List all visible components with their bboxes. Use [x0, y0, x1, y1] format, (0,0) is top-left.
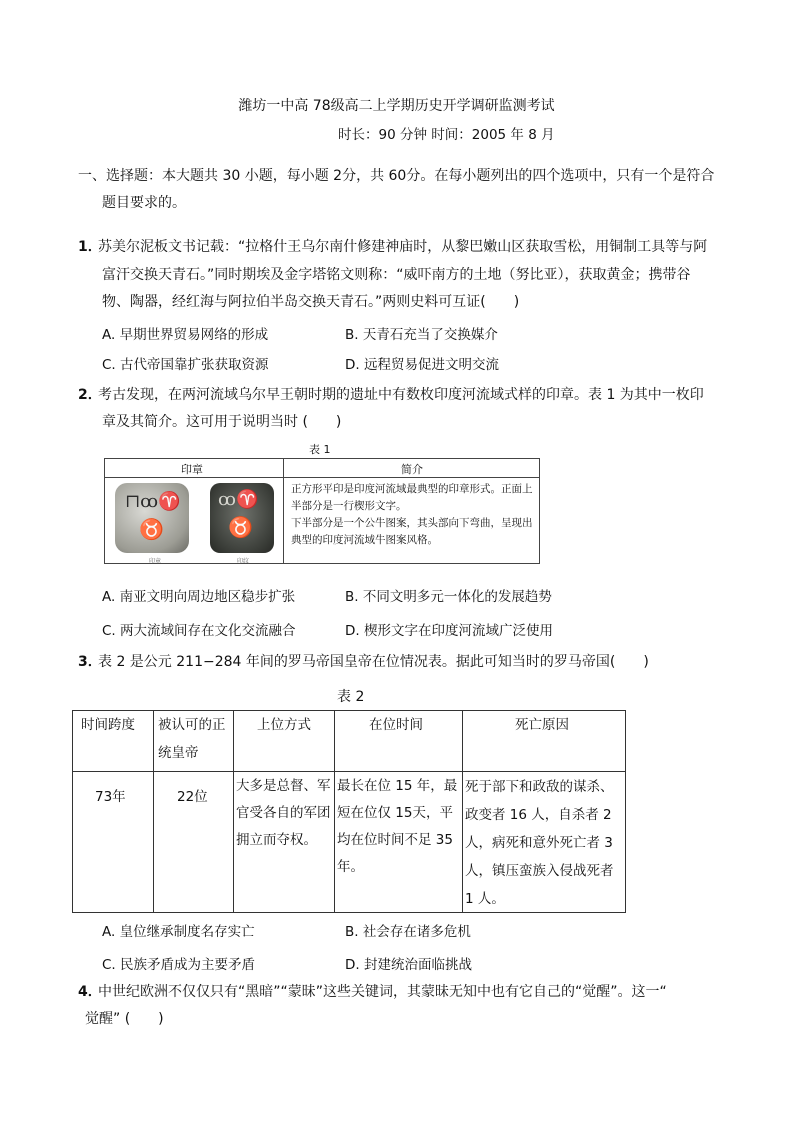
table2-header-accession: 上位方式 — [257, 717, 311, 733]
seal-impression-label: 印纹 — [237, 558, 250, 565]
q1-stem-line3: 物、陶器，经红海与阿拉伯半岛交换天青石。”两则史料可互证( ) — [102, 294, 520, 310]
table1-divider — [283, 459, 284, 563]
table2-col-divider — [334, 711, 335, 912]
q2-option-c[interactable]: C. 两大流域间存在文化交流融合 — [102, 623, 296, 639]
q2-stem-line1: 考古发现，在两河流域乌尔早王朝时期的遗址中有数枚印度河流域式样的印章。表 1 为其中一枚印 — [98, 387, 704, 403]
seal-image-label: 印章 — [149, 558, 162, 565]
table2-header-reign: 在位时间 — [369, 717, 423, 733]
q1-option-b[interactable]: B. 天青石充当了交换媒介 — [345, 327, 498, 343]
q1-option-a[interactable]: A. 早期世界贸易网络的形成 — [102, 327, 269, 343]
q2-number: 2． — [78, 387, 102, 403]
table1-header-seal: 印章 — [181, 463, 203, 476]
q3-number: 3． — [78, 654, 102, 670]
q2-stem-line2: 章及其简介。这可用于说明当时 ( ) — [102, 414, 342, 430]
table1 — [104, 458, 540, 564]
table2-cell-death: 死于部下和政敌的谋杀、政变者 16 人，自杀者 2 人，病死和意外死亡者 3 人，镇压蛮族入侵战死者 1 人。 — [465, 779, 614, 907]
q2-option-a[interactable]: A. 南亚文明向周边地区稳步扩张 — [102, 589, 296, 605]
table1-description-p2: 下半部分是一个公牛图案，其头部向下弯曲，呈现出典型的印度河流域牛图案风格。 — [291, 517, 533, 546]
q2-option-b[interactable]: B. 不同文明多元一体化的发展趋势 — [345, 589, 552, 605]
q3-option-d[interactable]: D. 封建统治面临挑战 — [345, 957, 472, 973]
table2-cell-emperors: 22位 — [177, 789, 208, 805]
q3-option-b[interactable]: B. 社会存在诸多危机 — [345, 924, 471, 940]
exam-subtitle: 时长：90 分钟 时间：2005 年 8 月 — [338, 127, 555, 143]
q2-option-d[interactable]: D. 楔形文字在印度河流域广泛使用 — [345, 623, 553, 639]
q4-number: 4． — [78, 984, 102, 1000]
seal-image: ⊓ꝏ♈ ♉ — [115, 483, 189, 553]
table2-col-divider — [462, 711, 463, 912]
exam-title: 潍坊一中高 78级高二上学期历史开学调研监测考试 — [238, 98, 555, 114]
q1-stem-line1: 苏美尔泥板文书记载：“拉格什王乌尔南什修建神庙时，从黎巴嫩山区获取雪松，用铜制工具等与阿 — [98, 239, 708, 255]
table2-cell-accession: 大多是总督、军官受各自的军团拥立而夺权。 — [236, 778, 331, 848]
table2-cell-span: 73年 — [95, 789, 126, 805]
table1-header-intro: 简介 — [401, 463, 423, 476]
q1-option-d[interactable]: D. 远程贸易促进文明交流 — [345, 357, 499, 373]
q1-stem-line2: 富汗交换天青石。”同时期埃及金字塔铭文则称：“威吓南方的土地（努比亚），获取黄金；携带谷 — [102, 267, 691, 283]
q1-number: 1． — [78, 239, 102, 255]
table1-caption: 表 1 — [309, 443, 331, 456]
table2-header-separator — [73, 771, 625, 772]
section-instructions-cont: 题目要求的。 — [102, 195, 186, 211]
q4-stem-line1: 中世纪欧洲不仅仅只有“黑暗”“蒙昧”这些关键词，其蒙昧无知中也有它自己的“觉醒”。这一“ — [98, 984, 667, 1000]
q3-stem-line1: 表 2 是公元 211−284 年间的罗马帝国皇帝在位情况表。据此可知当时的罗马帝国( ) — [98, 654, 649, 670]
q4-stem-line2: 觉醒” ( ) — [85, 1011, 164, 1027]
section-instructions: 一、选择题：本大题共 30 小题，每小题 2分，共 60分。在每小题列出的四个选项中，只有一个是符合 — [78, 168, 715, 184]
table1-header-row — [105, 459, 539, 478]
q3-option-c[interactable]: C. 民族矛盾成为主要矛盾 — [102, 957, 256, 973]
table1-description-p1: 正方形平印是印度河流域最典型的印章形式。正面上半部分是一行楔形文字。 — [291, 483, 533, 512]
table2-caption: 表 2 — [337, 689, 365, 705]
seal-impression-image: ꝏ♈ ♉ — [210, 483, 274, 553]
table2 — [72, 710, 626, 913]
table2-col-divider — [233, 711, 234, 912]
q3-option-a[interactable]: A. 皇位继承制度名存实亡 — [102, 924, 255, 940]
table2-header-emperors: 被认可的正统皇帝 — [158, 717, 226, 761]
table2-cell-reign: 最长在位 15 年，最短在位仅 15天，平均在位时间不足 35 年。 — [337, 778, 458, 875]
table2-header-span: 时间跨度 — [81, 717, 135, 733]
table2-col-divider — [153, 711, 154, 912]
table1-description — [291, 481, 535, 549]
table2-header-death: 死亡原因 — [515, 717, 569, 733]
q1-option-c[interactable]: C. 古代帝国靠扩张获取资源 — [102, 357, 269, 373]
